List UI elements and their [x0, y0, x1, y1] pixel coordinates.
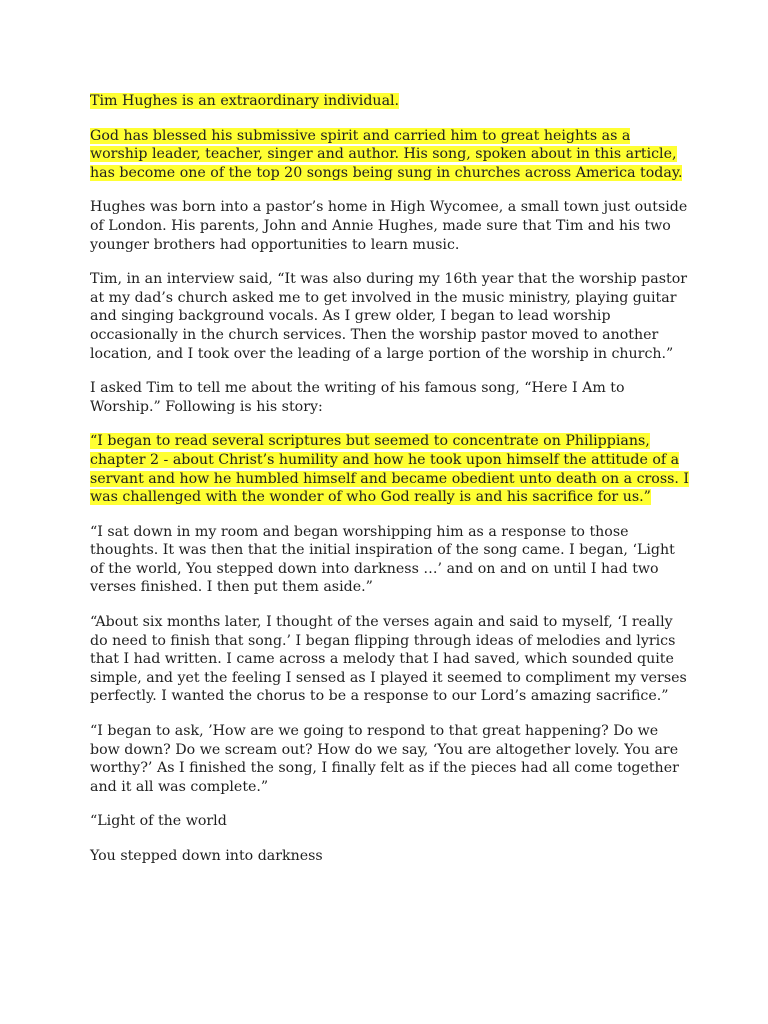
lyric-line-2: You stepped down into darkness [90, 848, 323, 864]
document-body [90, 92, 690, 882]
highlighted-text: Tim Hughes is an extraordinary individual. [90, 93, 400, 109]
paragraph-inspiration: “I sat down in my room and began worshipping him as a response to those thoughts. It was then that the initial inspiration of the song came. I began, ‘Light of the world, You stepped down into darkness …’ and on and on until I had two verses finished. I then put them aside.” [90, 523, 675, 596]
paragraph-scriptures [90, 432, 690, 506]
paragraph-blessed [90, 127, 690, 183]
paragraph-background: Hughes was born into a pastor’s home in High Wycomee, a small town just outside of London. His parents, John and Annie Hughes, made sure that Tim and his two younger brothers had opportunities to learn music. [90, 199, 688, 253]
paragraph-six-months: “About six months later, I thought of the verses again and said to myself, ‘I really do need to finish that song.’ I began flipping through ideas of melodies and lyrics that I had written. I came across a melody that I had saved, which sounded quite simple, and yet the feeling I sensed as I played it seemed to compliment my verses perfectly. I wanted the chorus to be a response to our Lord’s amazing sacrifice.” [90, 614, 687, 705]
paragraph-interview: Tim, in an interview said, “It was also during my 16th year that the worship pastor at my dad’s church asked me to get involved in the music ministry, playing guitar and singing background vocals. As I grew older, I began to lead worship occasionally in the church services. Then the worship pastor moved to another location, and I took over the leading of a large portion of the worship in church.” [90, 271, 688, 362]
lyric-line-1: “Light of the world [90, 813, 227, 830]
paragraph-intro [90, 92, 690, 111]
paragraph-question: I asked Tim to tell me about the writing of his famous song, “Here I Am to Worship.” Following is his story: [90, 380, 625, 415]
highlighted-text: God has blessed his submissive spirit and carried him to great heights as a worship leader, teacher, singer and author. His song, spoken about in this article, has become one of the top 20 songs being sung in churches across America today. [90, 127, 683, 181]
paragraph-respond: “I began to ask, ’How are we going to respond to that great happening? Do we bow down? Do we scream out? How do we say, ‘You are altogether lovely. You are worthy?’ As I finished the song, I finally felt as if the pieces had all come together and it all was complete.” [90, 723, 679, 795]
highlighted-text: “I began to read several scriptures but seemed to concentrate on Philippians, chapter 2 - about Christ’s humility and how he took upon himself the attitude of a servant and how he humbled himself and became obedient unto death on a cross. I was challenged with the wonder of who God really is and his sacrifice for us.” [90, 433, 690, 506]
